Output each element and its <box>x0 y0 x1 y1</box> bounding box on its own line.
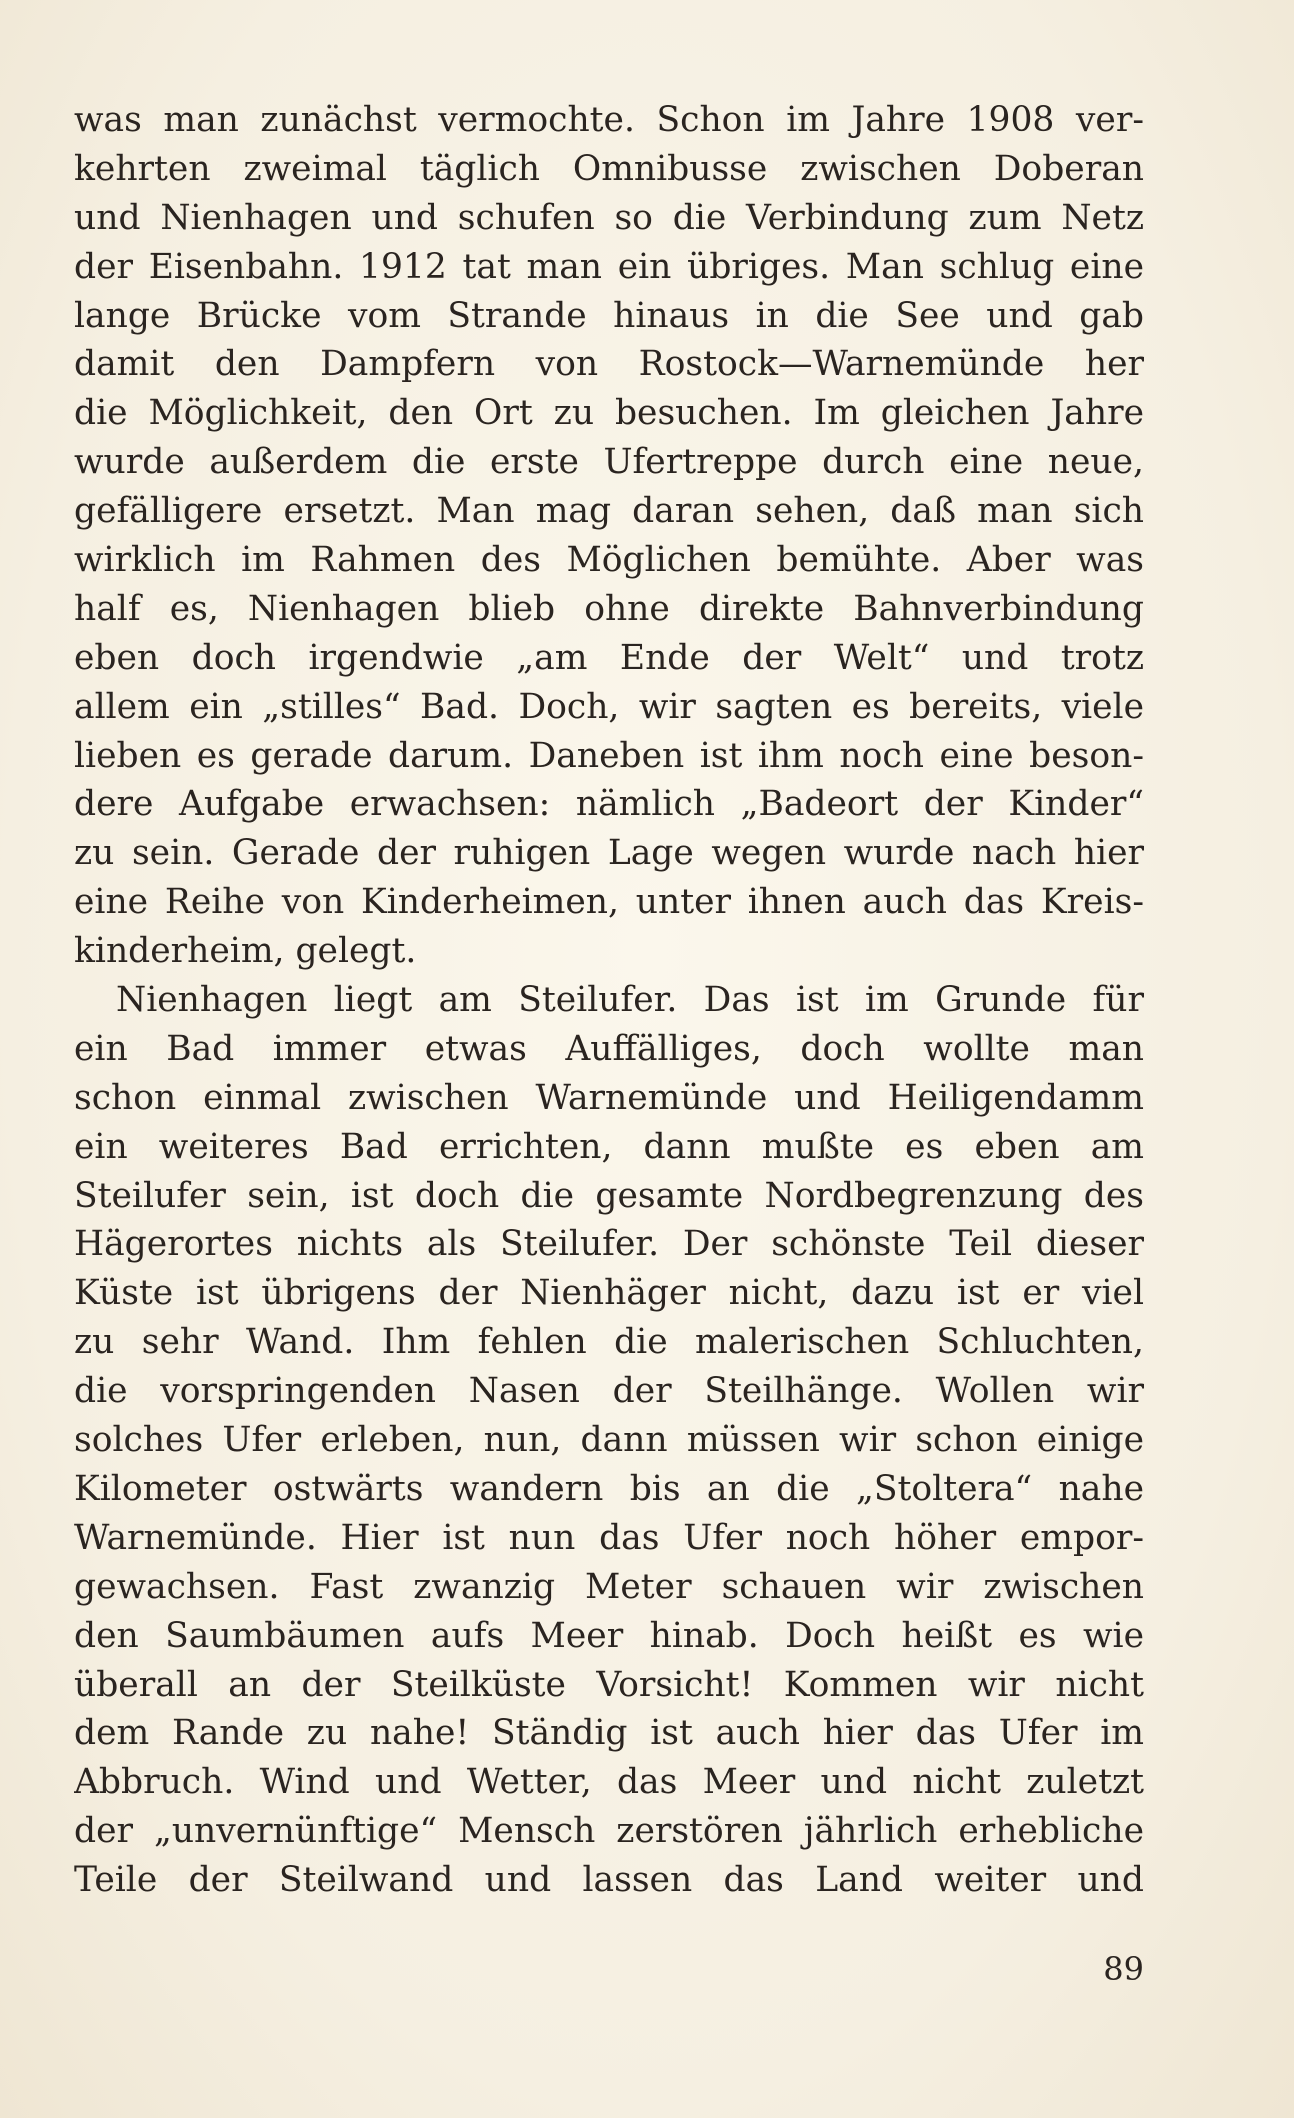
text-line: gefälligere ersetzt. Man mag daran sehen, daß man sich <box>74 491 1144 532</box>
text-line: eine Reihe von Kinderheimen, unter ihnen auch das Kreis- <box>74 882 1144 923</box>
text-line: Küste ist übrigens der Nienhäger nicht, dazu ist er viel <box>74 1273 1144 1314</box>
text-line: Warnemünde. Hier ist nun das Ufer noch höher empor- <box>74 1517 1144 1558</box>
text-line: schon einmal zwischen Warnemünde und Heiligendamm <box>74 1077 1144 1118</box>
text-line: zu sehr Wand. Ihm fehlen die malerischen Schluchten, <box>74 1322 1144 1363</box>
text-line: die vorspringenden Nasen der Steilhänge. Wollen wir <box>74 1371 1144 1412</box>
text-line: damit den Dampfern von Rostock—Warnemünde her <box>74 344 1144 385</box>
text-line: ein Bad immer etwas Auffälliges, doch wollte man <box>74 1028 1144 1069</box>
text-line: den Saumbäumen aufs Meer hinab. Doch heißt es wie <box>74 1615 1144 1656</box>
text-line: Teile der Steilwand und lassen das Land weiter und <box>74 1860 1144 1901</box>
text-line: dere Aufgabe erwachsen: nämlich „Badeort der Kinder“ <box>74 784 1144 825</box>
text-line: dem Rande zu nahe! Ständig ist auch hier das Ufer im <box>74 1713 1144 1754</box>
text-line: wurde außerdem die erste Ufertreppe durch eine neue, <box>74 442 1144 483</box>
text-line: zu sein. Gerade der ruhigen Lage wegen wurde nach hier <box>74 833 1144 874</box>
text-line: kehrten zweimal täglich Omnibusse zwischen Doberan <box>74 148 1144 189</box>
text-line: kinderheim, gelegt. <box>74 931 417 972</box>
text-line: Kilometer ostwärts wandern bis an die „Stoltera“ nahe <box>74 1468 1144 1509</box>
text-line: der Eisenbahn. 1912 tat man ein übriges. Man schlug eine <box>74 246 1144 287</box>
text-line: Abbruch. Wind und Wetter, das Meer und nicht zuletzt <box>74 1762 1144 1803</box>
text-line: gewachsen. Fast zwanzig Meter schauen wir zwischen <box>74 1566 1144 1607</box>
body-text <box>74 96 1144 1905</box>
text-line: die Möglichkeit, den Ort zu besuchen. Im gleichen Jahre <box>74 393 1144 434</box>
text-line: ein weiteres Bad errichten, dann mußte es eben am <box>74 1126 1144 1167</box>
text-line: lange Brücke vom Strande hinaus in die See und gab <box>74 295 1144 336</box>
text-line: lieben es gerade darum. Daneben ist ihm noch eine beson- <box>74 735 1144 776</box>
page-number: 89 <box>1103 1950 1144 1988</box>
text-line: allem ein „stilles“ Bad. Doch, wir sagten es bereits, viele <box>74 686 1144 727</box>
text-line: eben doch irgendwie „am Ende der Welt“ und trotz <box>74 637 1144 678</box>
paragraph-2 <box>74 976 1144 1905</box>
text-line: was man zunächst vermochte. Schon im Jahre 1908 ver- <box>74 100 1144 140</box>
text-line: solches Ufer erleben, nun, dann müssen wir schon einige <box>74 1420 1144 1461</box>
text-line: half es, Nienhagen blieb ohne direkte Bahnverbindung <box>74 588 1144 629</box>
text-line: der „unvernünftige“ Mensch zerstören jährlich erhebliche <box>74 1811 1144 1852</box>
text-line: Hägerortes nichts als Steilufer. Der schönste Teil dieser <box>74 1224 1144 1265</box>
text-line: wirklich im Rahmen des Möglichen bemühte. Aber was <box>74 540 1144 581</box>
text-line: und Nienhagen und schufen so die Verbindung zum Netz <box>74 197 1144 238</box>
text-line: Steilufer sein, ist doch die gesamte Nordbegrenzung des <box>74 1175 1144 1216</box>
text-line: Nienhagen liegt am Steilufer. Das ist im Grunde für <box>116 980 1144 1021</box>
text-line: überall an der Steilküste Vorsicht! Kommen wir nicht <box>74 1664 1144 1705</box>
paragraph-1 <box>74 96 1144 976</box>
